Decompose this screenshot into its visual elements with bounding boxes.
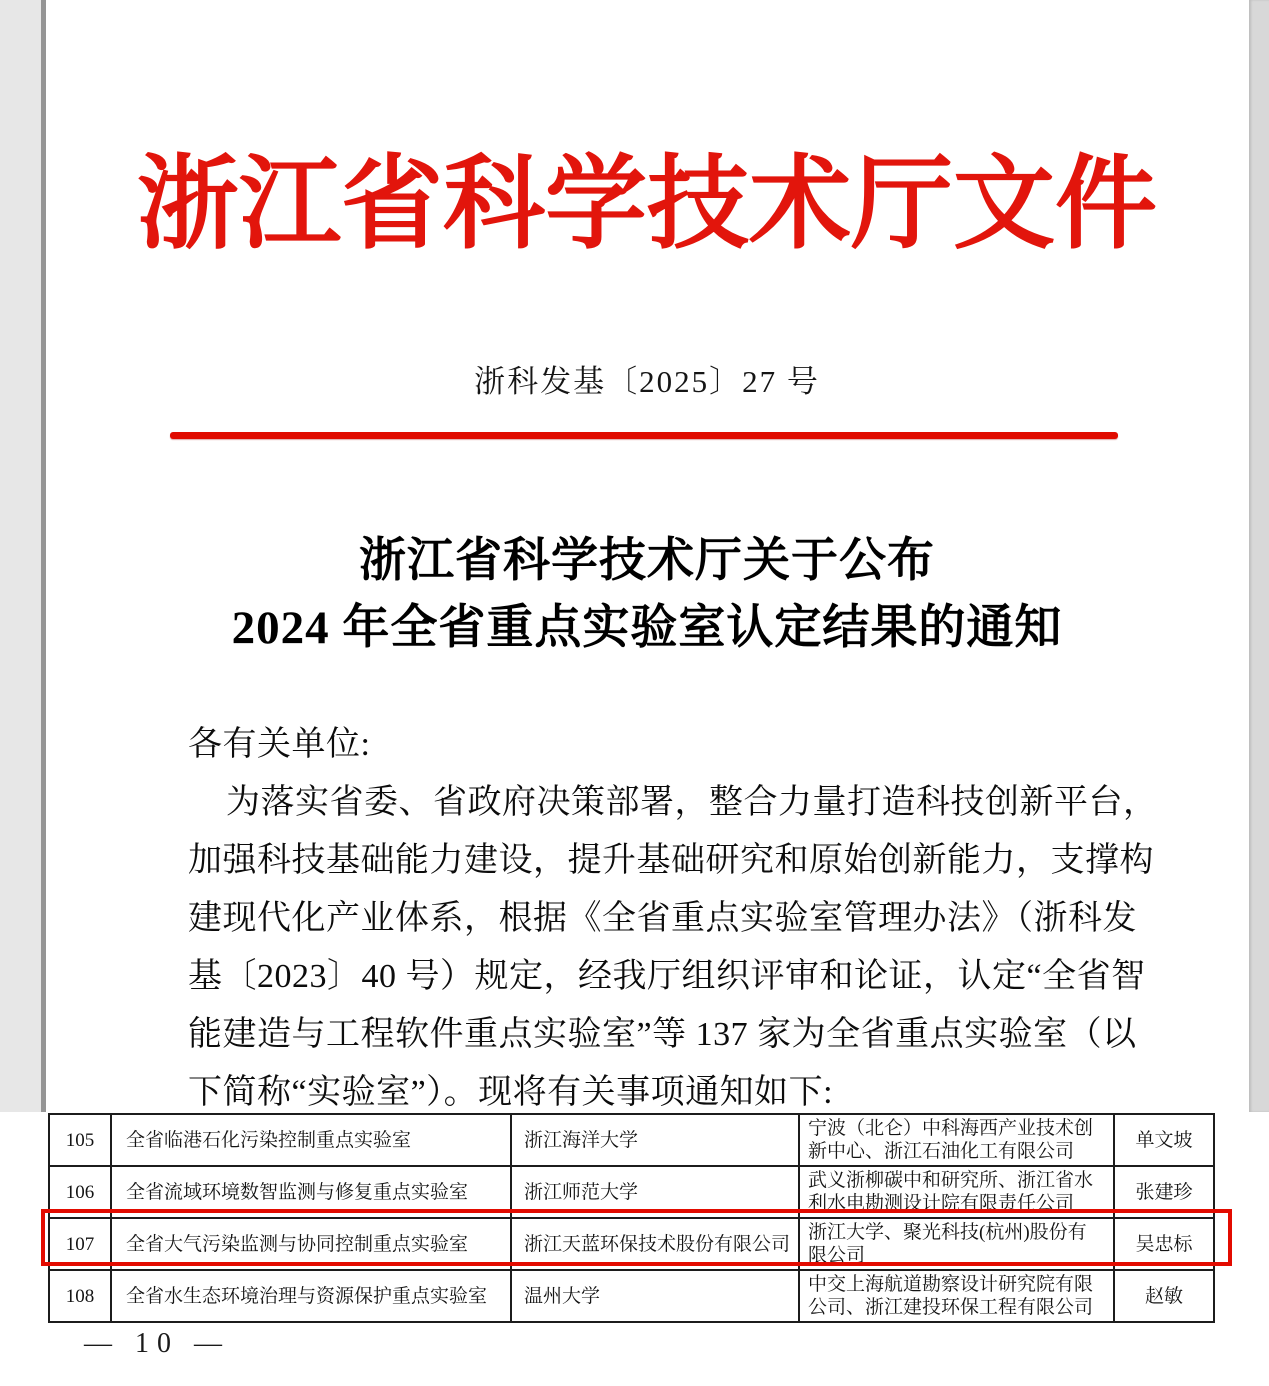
body-line-salutation: 各有关单位: xyxy=(188,726,371,763)
page-number: — 10 — xyxy=(84,1328,230,1359)
table-row-107-highlighted xyxy=(49,1218,1214,1270)
cell-leader: 赵敏 xyxy=(1114,1270,1214,1322)
cell-leader: 单文坡 xyxy=(1114,1114,1214,1166)
table-row-108 xyxy=(49,1270,1214,1322)
notice-title-line1: 浙江省科学技术厅关于公布 xyxy=(359,535,935,587)
red-divider-rule xyxy=(170,432,1118,439)
cell-institution: 浙江天蓝环保技术股份有限公司 xyxy=(511,1218,799,1270)
table-row-106 xyxy=(49,1166,1214,1218)
cell-partners: 宁波（北仑）中科海西产业技术创新中心、浙江石油化工有限公司 xyxy=(799,1114,1114,1166)
results-table xyxy=(48,1113,1215,1323)
cell-partners: 武义浙柳碳中和研究所、浙江省水利水电勘测设计院有限责任公司 xyxy=(799,1166,1114,1218)
cell-partners: 中交上海航道勘察设计研究院有限公司、浙江建投环保工程有限公司 xyxy=(799,1270,1114,1322)
cell-partners: 浙江大学、聚光科技(杭州)股份有限公司 xyxy=(799,1218,1114,1270)
page-right-margin-shade xyxy=(1249,0,1269,1112)
cell-lab-name: 全省大气污染监测与协同控制重点实验室 xyxy=(111,1218,511,1270)
cell-row-number: 107 xyxy=(49,1218,111,1270)
cell-row-number: 106 xyxy=(49,1166,111,1218)
table-row-105 xyxy=(49,1114,1214,1166)
cell-institution: 浙江海洋大学 xyxy=(511,1114,799,1166)
doc-number: 浙科发基〔2025〕27 号 xyxy=(474,364,820,399)
agency-title: 浙江省科学技术厅文件 xyxy=(137,149,1157,262)
body-line: 基〔2023〕40 号）规定，经我厅组织评审和论证，认定“全省智 xyxy=(188,958,1146,995)
cell-lab-name: 全省流域环境数智监测与修复重点实验室 xyxy=(111,1166,511,1218)
body-line: 建现代化产业体系，根据《全省重点实验室管理办法》（浙科发 xyxy=(188,900,1137,937)
notice-title xyxy=(45,528,1249,662)
body-line: 加强科技基础能力建设，提升基础研究和原始创新能力，支撑构 xyxy=(188,842,1154,879)
cell-institution: 浙江师范大学 xyxy=(511,1166,799,1218)
cell-leader: 吴忠标 xyxy=(1114,1218,1214,1270)
cell-row-number: 108 xyxy=(49,1270,111,1322)
page-left-margin-shade xyxy=(0,0,46,1112)
cell-lab-name: 全省临港石化污染控制重点实验室 xyxy=(111,1114,511,1166)
body-line: 能建造与工程软件重点实验室”等 137 家为全省重点实验室（以 xyxy=(188,1016,1137,1053)
notice-title-line2: 2024 年全省重点实验室认定结果的通知 xyxy=(231,602,1063,654)
body-line: 下简称“实验室”）。现将有关事项通知如下: xyxy=(188,1074,834,1111)
body-paragraph xyxy=(188,716,1158,1122)
cell-institution: 温州大学 xyxy=(511,1270,799,1322)
body-line: 为落实省委、省政府决策部署，整合力量打造科技创新平台， xyxy=(226,784,1158,821)
cell-lab-name: 全省水生态环境治理与资源保护重点实验室 xyxy=(111,1270,511,1322)
cell-row-number: 105 xyxy=(49,1114,111,1166)
cell-leader: 张建珍 xyxy=(1114,1166,1214,1218)
